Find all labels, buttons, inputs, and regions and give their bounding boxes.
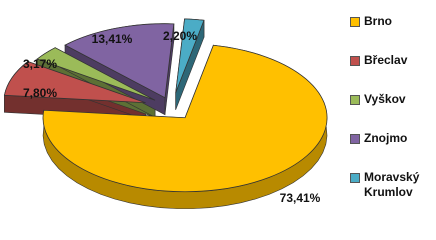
legend-label-vyskov: Vyškov: [364, 92, 406, 106]
data-label-moravsky-krumlov: 2,20%: [162, 29, 198, 43]
legend-item-moravsky-krumlov: [350, 170, 436, 200]
legend-label-brno: Brno: [364, 14, 392, 28]
data-label-brno: 73,41%: [279, 191, 321, 205]
legend-item-vyskov: [350, 92, 406, 107]
data-label-breclav: 7,80%: [22, 86, 58, 100]
legend-item-znojmo: [350, 131, 407, 146]
legend-swatch-znojmo: [350, 134, 360, 144]
legend-item-breclav: [350, 53, 407, 68]
legend-swatch-moravsky-krumlov: [350, 173, 360, 183]
legend-label-breclav: Břeclav: [364, 53, 408, 67]
legend-swatch-vyskov: [350, 95, 360, 105]
legend-label-moravsky-krumlov: Moravský Krumlov: [364, 170, 420, 199]
legend-label-znojmo: Znojmo: [364, 131, 408, 145]
legend-swatch-breclav: [350, 56, 360, 66]
legend-swatch-brno: [350, 17, 360, 27]
data-label-vyskov: 3,17%: [22, 57, 58, 71]
data-label-znojmo: 13,41%: [91, 32, 133, 46]
legend-item-brno: [350, 14, 392, 29]
